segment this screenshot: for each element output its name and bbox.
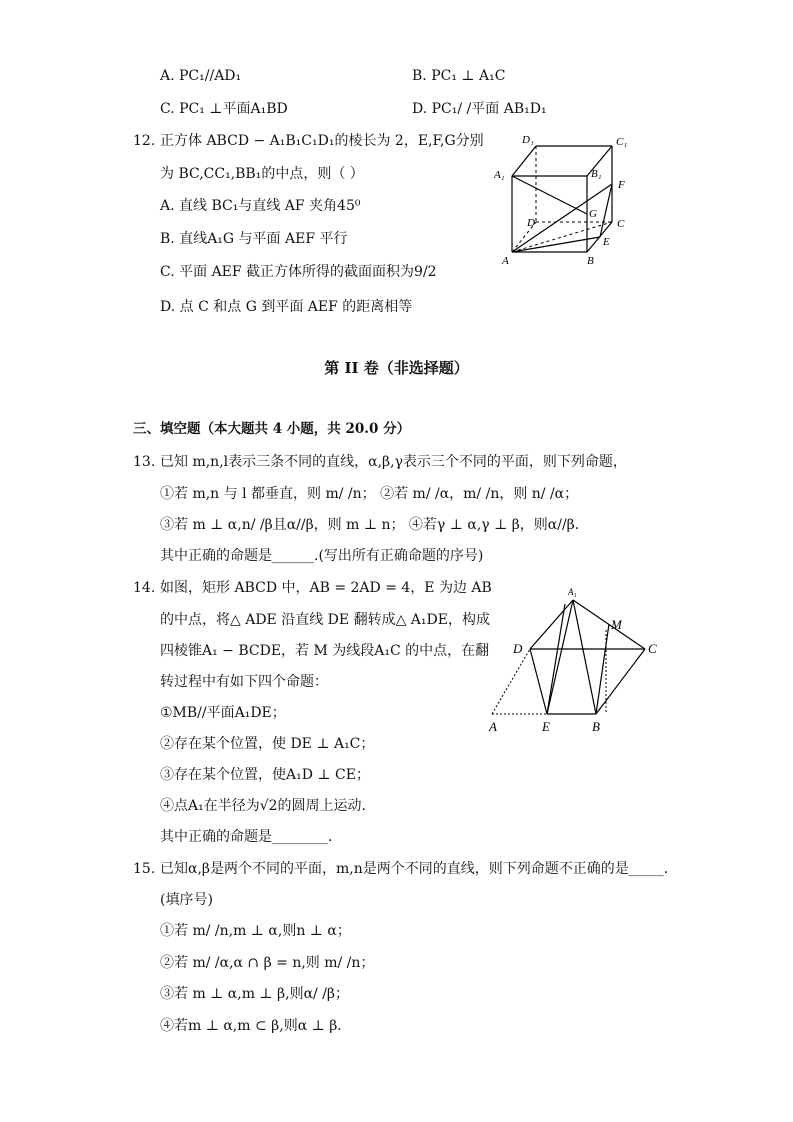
q14-line2: 的中点，将△ ADE 沿直线 DE 翻转成△ A₁DE，构成: [160, 612, 490, 628]
q14-line8: ④点A₁在半径为√2的圆周上运动．: [160, 798, 376, 814]
label-c-fold: C: [648, 641, 657, 656]
q14-line7: ③存在某个位置，使A₁D ⊥ CE；: [160, 767, 370, 783]
q14-line9: 其中正确的命题是________．: [160, 829, 342, 845]
label-b: B: [587, 255, 594, 267]
q15-line3: ①若 m/ /n,m ⊥ α,则n ⊥ α；: [160, 923, 351, 939]
edge-de: [530, 649, 547, 714]
q14-line1: 如图，矩形 ABCD 中，AB = 2AD = 4，E 为边 AB: [160, 580, 492, 596]
q12-option-d: D. 点 C 和点 G 到平面 AEF 的距离相等: [160, 299, 413, 315]
q13-line4: 其中正确的命题是______.(写出所有正确命题的序号): [160, 548, 484, 564]
label-e: E: [603, 236, 610, 248]
q13-line2: ①若 m,n 与 l 都垂直，则 m/ /n； ②若 m/ /α，m/ /n，则 n/ /α；: [160, 486, 579, 502]
label-a1: A₁: [494, 169, 505, 181]
label-c1: C₁: [616, 136, 628, 148]
label-a: A: [502, 255, 509, 267]
dotted-ad: [492, 649, 530, 714]
q11-option-b: B. PC₁ ⊥ A₁C: [412, 68, 506, 84]
fold-figure: [485, 582, 665, 737]
label-b-fold: B: [592, 719, 600, 734]
q11-option-d: D. PC₁/ /平面 AB₁D₁: [412, 101, 547, 117]
q11-option-a: A. PC₁//AD₁: [160, 68, 242, 84]
label-d-fold: D: [513, 641, 523, 656]
edge-bc-fold: [596, 649, 645, 714]
q12-stem-line1: 正方体 ABCD − A₁B₁C₁D₁的棱长为 2，E,F,G分别: [160, 133, 484, 149]
q14-line4: 转过程中有如下四个命题：: [160, 674, 328, 690]
q12-option-a: A. 直线 BC₁与直线 AF 夹角45⁰: [160, 198, 361, 214]
q12-option-c: C. 平面 AEF 截正方体所得的截面面积为9/2: [160, 264, 437, 280]
q13-number: 13.: [133, 454, 156, 470]
label-a1-fold: A₁: [568, 587, 577, 597]
q15-line6: ④若m ⊥ α,m ⊂ β,则α ⊥ β．: [160, 1018, 352, 1034]
edge-a1b: [573, 600, 596, 714]
cube-figure: [490, 130, 640, 270]
q14-line5: ①MB//平面A₁DE；: [160, 705, 286, 721]
label-e-fold: E: [542, 719, 550, 734]
q15-line5: ③若 m ⊥ α,m ⊥ β,则α/ /β；: [160, 986, 350, 1002]
label-g: G: [589, 208, 597, 220]
edge-a1d1: [512, 146, 536, 176]
q12-option-b: B. 直线A₁G 与平面 AEF 平行: [160, 231, 348, 247]
label-d: D: [527, 217, 535, 229]
q14-number: 14.: [133, 580, 156, 596]
label-d1: D₁: [522, 134, 534, 146]
q13-line3: ③若 m ⊥ α,n/ /β且α//β，则 m ⊥ n； ④若γ ⊥ α,γ ⊥ β，则α//β．: [160, 517, 589, 533]
part2-title: 第 II 卷（非选择题）: [324, 359, 469, 377]
edge-a1e: [547, 600, 573, 714]
q15-line1: 已知α,β是两个不同的平面，m,n是两个不同的直线，则下列命题不正确的是_____．: [160, 861, 678, 877]
q15-line4: ②若 m/ /α,α ∩ β = n,则 m/ /n；: [160, 955, 375, 971]
q14-line3: 四棱锥A₁ − BCDE，若 M 为线段A₁C 的中点，在翻: [160, 643, 490, 659]
q15-number: 15.: [133, 861, 156, 877]
label-f: F: [618, 179, 625, 191]
edge-a1d: [530, 600, 573, 649]
q11-option-c: C. PC₁ ⊥平面A₁BD: [160, 101, 288, 117]
segment-mb: [596, 624, 609, 714]
section3-heading: 三、填空题（本大题共 4 小题，共 20.0 分）: [133, 421, 411, 437]
label-c: C: [617, 218, 625, 230]
q15-line2: (填序号): [160, 892, 213, 908]
q12-stem-line2: 为 BC,CC₁,BB₁的中点，则（ ）: [160, 166, 364, 182]
q12-number: 12.: [133, 133, 156, 149]
label-m: M: [611, 617, 622, 632]
q13-line1: 已知 m,n,l表示三条不同的直线，α,β,γ表示三个不同的平面，则下列命题，: [160, 454, 627, 470]
q14-line6: ②存在某个位置，使 DE ⊥ A₁C；: [160, 736, 375, 752]
segment-inner: [547, 604, 565, 714]
label-b1: B₁: [591, 168, 602, 180]
label-a-fold: A: [489, 719, 497, 734]
